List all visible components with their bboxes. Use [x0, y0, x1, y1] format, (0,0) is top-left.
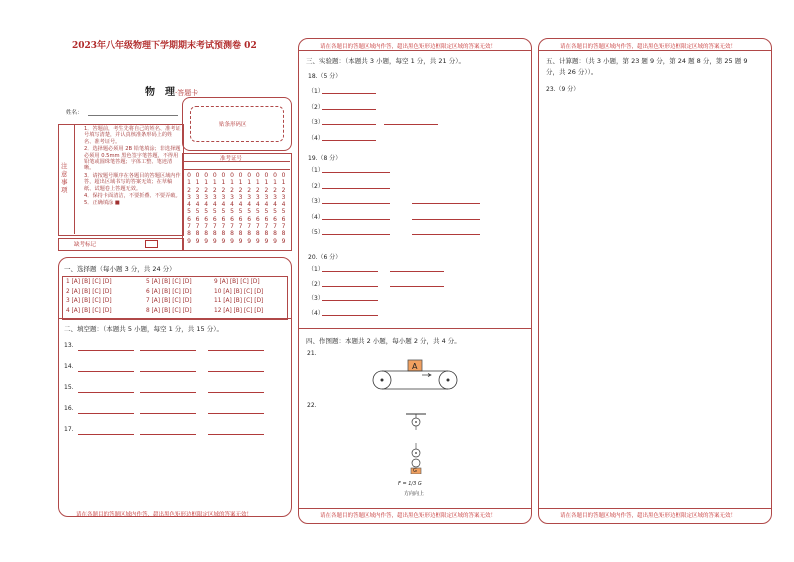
right-bottom-divider — [538, 508, 771, 509]
ticket-digit-column — [237, 172, 245, 245]
note-item: 4．保持卡面清洁，不要折叠、不要弄破。 — [84, 193, 181, 200]
ticket-digit-bubble[interactable]: 3 — [230, 193, 234, 201]
warning-left: 请在各题目的答题区域内作答，超出黑色矩形边框限定区域的答案无效！ — [76, 512, 253, 518]
ticket-digit-bubble[interactable]: 0 — [273, 172, 277, 179]
ticket-digit-bubble[interactable]: 2 — [230, 186, 234, 194]
calc-title: 五、计算题：（共 3 小题，第 23 题 9 分，第 24 题 8 分，第 25 题 9 分，共 26 分））。 — [546, 57, 748, 76]
ticket-digit-column — [271, 172, 279, 245]
choice-item[interactable]: 11 [A] [B] [C] [D] — [214, 298, 264, 304]
sub-question-label: （1） — [308, 266, 324, 273]
fill-title: 二、填空题：（本题共 5 小题，每空 1 分，共 15 分）。 — [64, 325, 223, 333]
ticket-digit-bubble[interactable]: 7 — [187, 223, 191, 231]
fill-question-label: 15. — [64, 384, 74, 391]
ticket-digit-bubble[interactable]: 8 — [264, 230, 269, 238]
ticket-digit-column — [194, 172, 202, 245]
answer-line[interactable] — [208, 413, 264, 414]
ticket-digit-bubble[interactable]: 2 — [195, 186, 200, 194]
choice-item[interactable]: 6 [A] [B] [C] [D] — [146, 288, 192, 295]
answer-line[interactable] — [140, 371, 196, 372]
ticket-digit-bubble[interactable]: 5 — [212, 208, 217, 216]
ticket-digit-bubble[interactable]: 7 — [221, 223, 226, 231]
q18-label: 18.（5 分） — [308, 73, 342, 80]
choice-item[interactable]: 3 [A] [B] [C] [D] — [66, 298, 112, 304]
choice-title: 一、选择题（每小题 3 分，共 24 分） — [64, 265, 176, 273]
drawing-title: 四、作图题：本题共 2 小题，每小题 2 分，共 4 分。 — [306, 337, 461, 345]
ticket-digit-bubble[interactable]: 9 — [230, 237, 234, 245]
answer-line[interactable] — [78, 434, 134, 435]
ticket-digit-bubble[interactable]: 6 — [187, 215, 191, 223]
ticket-digit-bubble[interactable]: 4 — [230, 201, 234, 209]
ticket-digit-bubble[interactable]: 3 — [221, 193, 226, 201]
ticket-digit-bubble[interactable]: 4 — [195, 201, 200, 209]
ticket-digit-column — [219, 172, 227, 245]
ticket-digit-column — [202, 172, 210, 245]
answer-line[interactable] — [140, 434, 196, 435]
choice-divider — [58, 318, 291, 319]
ticket-digit-bubble[interactable]: 4 — [187, 201, 191, 209]
ticket-digit-bubble[interactable]: 7 — [195, 223, 200, 231]
name-label: 姓名： — [66, 110, 83, 116]
middle-section-divider — [298, 328, 531, 329]
ticket-digit-bubble[interactable]: 5 — [281, 208, 286, 216]
answer-line[interactable] — [322, 93, 376, 94]
choice-item[interactable]: 9 [A] [B] [C] [D] — [214, 279, 260, 285]
exam-title: 2023年八年级物理下学期期末考试预测卷 02 — [72, 41, 257, 51]
direction-caption: 方向向上 — [404, 491, 425, 497]
ticket-digit-bubble[interactable]: 8 — [195, 230, 200, 238]
ticket-digit-bubble[interactable]: 0 — [247, 172, 252, 179]
ticket-digit-bubble[interactable]: 1 — [247, 179, 252, 187]
ticket-digit-bubble[interactable]: 5 — [230, 208, 234, 216]
ticket-digit-column — [211, 172, 219, 245]
ticket-digit-bubble[interactable]: 2 — [255, 186, 260, 194]
ticket-digit-bubble[interactable]: 5 — [195, 208, 200, 216]
ticket-digit-bubble[interactable]: 1 — [281, 179, 286, 187]
answer-line[interactable] — [390, 286, 444, 287]
ticket-digit-bubble[interactable]: 7 — [238, 223, 243, 231]
q19-label: 19.（8 分） — [308, 155, 342, 162]
ticket-digit-bubble[interactable]: 0 — [221, 172, 226, 179]
ticket-digit-bubble[interactable]: 3 — [195, 193, 200, 201]
notes-list — [84, 126, 182, 208]
middle-top-divider — [298, 50, 531, 51]
pulley-figure — [400, 412, 434, 474]
sub-question-label: （4） — [308, 213, 324, 221]
ticket-digit-bubble[interactable]: 7 — [264, 223, 269, 231]
choice-item[interactable]: 5 [A] [B] [C] [D] — [146, 279, 192, 285]
ticket-digit-bubble[interactable]: 8 — [281, 230, 286, 238]
ticket-digit-bubble[interactable]: 3 — [281, 193, 286, 201]
ticket-digit-bubble[interactable]: 8 — [187, 230, 191, 238]
block-a-label: A — [412, 362, 418, 371]
answer-line[interactable] — [384, 124, 438, 125]
ticket-digit-column — [280, 172, 288, 245]
sub-question-label: （1） — [308, 167, 324, 174]
ticket-digit-bubble[interactable]: 4 — [221, 201, 226, 209]
answer-line[interactable] — [322, 140, 376, 141]
name-field[interactable] — [88, 115, 178, 116]
ticket-digit-bubble[interactable]: 6 — [273, 215, 277, 223]
fill-question-label: 17. — [64, 426, 74, 433]
sub-question-label: （4） — [308, 134, 324, 142]
answer-panel-right — [538, 38, 772, 524]
fill-question-label: 14. — [64, 363, 74, 370]
ticket-digit-bubble[interactable]: 1 — [264, 179, 269, 187]
ticket-digit-bubble[interactable]: 6 — [281, 215, 286, 223]
fill-question-label: 13. — [64, 342, 74, 349]
ticket-digit-bubble[interactable]: 2 — [221, 186, 226, 194]
note-item: 5．正确填涂 ■ — [84, 200, 120, 207]
ticket-digit-bubble[interactable]: 4 — [212, 201, 217, 209]
ticket-digit-bubble[interactable]: 8 — [255, 230, 260, 238]
ticket-digit-column — [254, 172, 262, 245]
ticket-digit-bubble[interactable]: 1 — [273, 179, 277, 187]
ticket-digit-bubble[interactable]: 9 — [273, 237, 277, 245]
ticket-digit-bubble[interactable]: 0 — [212, 172, 217, 179]
ticket-digit-bubble[interactable]: 4 — [255, 201, 260, 209]
ticket-digit-bubble[interactable]: 0 — [255, 172, 260, 179]
answer-line[interactable] — [78, 350, 134, 351]
note-item: 3．请按题号顺序在各题目的答题区域内作答，超出区域书写的答案无效；在草稿纸、试题卷上答题无效。 — [84, 172, 181, 192]
sub-question-label: （3） — [308, 119, 324, 126]
ticket-digit-bubble[interactable]: 5 — [255, 208, 260, 216]
absent-checkbox[interactable] — [145, 240, 158, 248]
conveyor-figure — [370, 358, 460, 392]
ticket-digit-bubble[interactable]: 2 — [281, 186, 286, 194]
answer-line[interactable] — [78, 392, 134, 393]
answer-line[interactable] — [78, 413, 134, 414]
ticket-digit-bubble[interactable]: 2 — [212, 186, 217, 194]
barcode-label: 贴条形码区 — [219, 122, 247, 128]
ticket-digit-bubble[interactable]: 0 — [281, 172, 286, 179]
ticket-digit-bubble[interactable]: 0 — [238, 172, 243, 179]
answer-line[interactable] — [140, 413, 196, 414]
ticket-digit-bubble[interactable]: 9 — [255, 237, 260, 245]
sub-question-label: （4） — [308, 309, 324, 317]
ticket-digit-bubble[interactable]: 1 — [238, 179, 243, 187]
ticket-digit-bubble[interactable]: 2 — [273, 186, 277, 194]
ticket-digit-bubble[interactable]: 2 — [187, 186, 191, 194]
ticket-digit-bubble[interactable]: 2 — [204, 186, 209, 194]
answer-line[interactable] — [140, 350, 196, 351]
ticket-digit-bubble[interactable]: 9 — [238, 237, 243, 245]
answer-line[interactable] — [412, 234, 480, 235]
notes-divider — [74, 124, 75, 234]
ticket-digit-bubble[interactable]: 7 — [230, 223, 234, 231]
ticket-digit-bubble[interactable]: 5 — [187, 208, 191, 216]
answer-line[interactable] — [208, 371, 264, 372]
ticket-digit-bubble[interactable]: 6 — [221, 215, 226, 223]
ticket-digit-bubble[interactable]: 8 — [212, 230, 217, 238]
sub-question-label: （2） — [308, 280, 324, 288]
answer-line[interactable] — [322, 315, 378, 316]
ticket-digit-bubble[interactable]: 3 — [247, 193, 252, 201]
ticket-digit-bubble[interactable]: 5 — [204, 208, 209, 216]
ticket-digit-bubble[interactable]: 1 — [255, 179, 260, 187]
answer-line[interactable] — [322, 124, 376, 125]
middle-bottom-divider — [298, 508, 531, 509]
answer-line[interactable] — [322, 172, 390, 173]
sub-question-label: （2） — [308, 182, 324, 190]
ticket-digit-bubble[interactable]: 0 — [230, 172, 234, 179]
ticket-label: 准考证号 — [220, 156, 243, 162]
ticket-digit-bubble[interactable]: 3 — [273, 193, 277, 201]
ticket-digit-bubble[interactable]: 7 — [247, 223, 252, 231]
ticket-digit-bubble[interactable]: 8 — [247, 230, 252, 238]
ticket-digit-bubble[interactable]: 6 — [255, 215, 260, 223]
experiment-title: 三、实验题：（本题共 3 小题，每空 1 分，共 21 分）。 — [306, 57, 465, 65]
ticket-input-line — [182, 169, 290, 170]
weight-label: G — [413, 468, 417, 474]
ticket-digit-bubble[interactable]: 5 — [273, 208, 277, 216]
ticket-digit-bubble[interactable]: 6 — [195, 215, 200, 223]
ticket-digit-bubble[interactable]: 3 — [212, 193, 217, 201]
ticket-digit-bubble[interactable]: 3 — [187, 193, 191, 201]
answer-line[interactable] — [322, 203, 390, 204]
ticket-header-line — [182, 161, 290, 162]
answer-line[interactable] — [322, 300, 378, 301]
ticket-digit-bubble[interactable]: 6 — [247, 215, 252, 223]
ticket-digit-bubble[interactable]: 1 — [187, 179, 191, 187]
ticket-digit-bubble[interactable]: 3 — [255, 193, 260, 201]
warning-right-bottom: 请在各题目的答题区域内作答，超出黑色矩形边框限定区域的答案无效！ — [560, 513, 737, 519]
ticket-digit-bubble[interactable]: 2 — [247, 186, 252, 194]
absent-label: 缺考标记 — [74, 242, 97, 248]
ticket-digit-bubble[interactable]: 1 — [204, 179, 209, 187]
answer-line[interactable] — [322, 219, 390, 220]
ticket-digit-bubble[interactable]: 1 — [195, 179, 200, 187]
answer-line[interactable] — [208, 392, 264, 393]
subject-name: 物 理 — [145, 87, 175, 98]
answer-line[interactable] — [208, 434, 264, 435]
sub-question-label: （3） — [308, 295, 324, 302]
ticket-digit-bubble[interactable]: 4 — [247, 201, 252, 209]
answer-line[interactable] — [78, 371, 134, 372]
answer-line[interactable] — [322, 271, 378, 272]
ticket-digit-bubble[interactable]: 9 — [221, 237, 226, 245]
q20-label: 20.（6 分） — [308, 254, 342, 261]
ticket-digit-bubble[interactable]: 8 — [273, 230, 277, 238]
ticket-digit-bubble[interactable]: 4 — [264, 201, 269, 209]
ticket-digit-bubble[interactable]: 4 — [281, 201, 286, 209]
ticket-digit-bubble[interactable]: 3 — [264, 193, 269, 201]
ticket-digit-bubble[interactable]: 1 — [221, 179, 226, 187]
sub-question-label: （3） — [308, 198, 324, 205]
choice-item[interactable]: 10 [A] [B] [C] [D] — [214, 288, 264, 295]
choice-item[interactable]: 7 [A] [B] [C] [D] — [146, 298, 192, 304]
ticket-digit-bubble[interactable]: 0 — [187, 172, 191, 179]
ticket-digit-bubble[interactable]: 6 — [238, 215, 243, 223]
force-formula: F = 1/3 G — [398, 481, 422, 487]
choice-item[interactable]: 12 [A] [B] [C] [D] — [214, 307, 264, 314]
ticket-digit-bubble[interactable]: 7 — [273, 223, 277, 231]
ticket-digit-bubble[interactable]: 0 — [195, 172, 200, 179]
answer-line[interactable] — [412, 219, 480, 220]
ticket-digit-bubble[interactable]: 3 — [204, 193, 209, 201]
ticket-digit-column — [262, 172, 270, 245]
warning-middle-bottom: 请在各题目的答题区域内作答，超出黑色矩形边框限定区域的答案无效！ — [320, 513, 497, 519]
ticket-digit-bubble[interactable]: 7 — [281, 223, 286, 231]
ticket-digit-bubble[interactable]: 4 — [273, 201, 277, 209]
ticket-digit-bubble[interactable]: 9 — [204, 237, 209, 245]
ticket-digit-bubble[interactable]: 7 — [255, 223, 260, 231]
choice-item[interactable]: 2 [A] [B] [C] [D] — [66, 288, 112, 295]
ticket-digit-bubble[interactable]: 6 — [264, 215, 269, 223]
ticket-digit-bubble[interactable]: 6 — [204, 215, 209, 223]
ticket-digit-bubble[interactable]: 1 — [212, 179, 217, 187]
ticket-digit-bubble[interactable]: 5 — [264, 208, 269, 216]
ticket-digit-bubble[interactable]: 1 — [230, 179, 234, 187]
ticket-digit-bubble[interactable]: 9 — [187, 237, 191, 245]
ticket-digit-bubble[interactable]: 9 — [195, 237, 200, 245]
warning-middle-top: 请在各题目的答题区域内作答，超出黑色矩形边框限定区域的答案无效！ — [320, 44, 497, 50]
ticket-digit-bubble[interactable]: 2 — [264, 186, 269, 194]
choice-item[interactable]: 8 [A] [B] [C] [D] — [146, 307, 192, 314]
note-item: 2．选择题必须用 2B 铅笔填涂；非选择题必须用 0.5mm 黑色签字笔答题，不得用铅笔或圆珠笔答题；字体工整、笔迹清晰。 — [84, 146, 181, 172]
ticket-digit-bubble[interactable]: 4 — [238, 201, 243, 209]
answer-line[interactable] — [412, 203, 480, 204]
ticket-digit-bubble[interactable]: 8 — [238, 230, 243, 238]
sub-question-label: （2） — [308, 103, 324, 111]
ticket-digit-bubble[interactable]: 5 — [221, 208, 226, 216]
ticket-digit-bubble[interactable]: 0 — [204, 172, 209, 179]
ticket-digit-bubble[interactable]: 8 — [204, 230, 209, 238]
ticket-digit-bubble[interactable]: 6 — [212, 215, 217, 223]
q21-label: 21. — [307, 350, 317, 357]
ticket-digit-column — [185, 172, 193, 245]
sub-question-label: （1） — [308, 88, 324, 95]
ticket-digit-bubble[interactable]: 4 — [204, 201, 209, 209]
sub-question-label: （5） — [308, 229, 324, 236]
answer-line[interactable] — [322, 109, 376, 110]
answer-line[interactable] — [208, 350, 264, 351]
q23-label: 23.（9 分） — [546, 86, 580, 93]
ticket-digit-bubble[interactable]: 6 — [230, 215, 234, 223]
answer-line[interactable] — [322, 234, 390, 235]
right-top-divider — [538, 50, 771, 51]
ticket-digit-bubble[interactable]: 8 — [230, 230, 234, 238]
ticket-digit-bubble[interactable]: 5 — [238, 208, 243, 216]
ticket-digit-bubble[interactable]: 3 — [238, 193, 243, 201]
answer-line[interactable] — [140, 392, 196, 393]
answer-line[interactable] — [322, 286, 378, 287]
warning-right-top: 请在各题目的答题区域内作答，超出黑色矩形边框限定区域的答案无效！ — [560, 44, 737, 50]
answer-line[interactable] — [322, 188, 390, 189]
note-item: 1．答题前，考生先将自己的姓名、准考证号填写清楚，并认真核准条形码上的姓名、准考证号。 — [84, 126, 181, 145]
ticket-digit-bubble[interactable]: 5 — [247, 208, 252, 216]
ticket-digit-bubble[interactable]: 2 — [238, 186, 243, 194]
ticket-digit-bubble[interactable]: 9 — [247, 237, 252, 245]
q22-label: 22. — [307, 402, 317, 409]
fill-question-label: 16. — [64, 405, 74, 412]
ticket-digit-bubble[interactable]: 7 — [204, 223, 209, 231]
choice-item[interactable]: 1 [A] [B] [C] [D] — [66, 279, 112, 285]
choice-item[interactable]: 4 [A] [B] [C] [D] — [66, 307, 112, 314]
ticket-digit-column — [245, 172, 253, 245]
ticket-digit-bubble[interactable]: 0 — [264, 172, 269, 179]
ticket-digit-bubble[interactable]: 9 — [281, 237, 286, 245]
ticket-digit-bubble[interactable]: 9 — [264, 237, 269, 245]
ticket-digit-bubble[interactable]: 7 — [212, 223, 217, 231]
card-label: ·答题卡 — [175, 89, 199, 97]
answer-line[interactable] — [390, 271, 444, 272]
ticket-digit-bubble[interactable]: 9 — [212, 237, 217, 245]
ticket-digit-bubble[interactable]: 8 — [221, 230, 226, 238]
notes-side-label: 注意事项 — [61, 162, 68, 194]
ticket-digit-column — [228, 172, 236, 245]
